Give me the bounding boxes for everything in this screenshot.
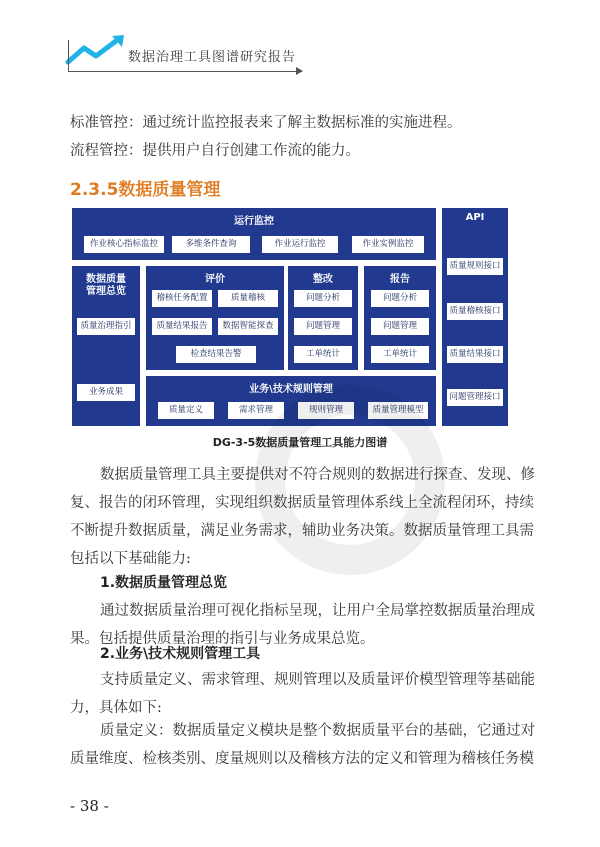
text-line: 力，具体如下: bbox=[70, 700, 162, 716]
header-rule-arrow-icon bbox=[296, 67, 303, 75]
block-run-monitor bbox=[72, 208, 436, 260]
block-title: 业务\技术规则管理 bbox=[249, 384, 333, 395]
page-header bbox=[62, 34, 302, 72]
chip: 多维条件查询 bbox=[172, 236, 250, 253]
header-rule-horizontal bbox=[68, 71, 302, 72]
subheading: 2.业务\技术规则管理工具 bbox=[100, 646, 261, 662]
trend-arrow-icon bbox=[62, 34, 132, 70]
figure-caption: DG-3-5数据质量管理工具能力图谱 bbox=[212, 436, 388, 449]
chip: 检查结果告警 bbox=[176, 346, 256, 363]
block-title: 评价 bbox=[205, 274, 225, 285]
body-paragraph bbox=[70, 461, 535, 573]
chip: 问题管理接口 bbox=[447, 389, 503, 406]
text-line: 数据质量管理工具主要提供对不符合规则的数据进行探查、发现、修 bbox=[100, 467, 535, 483]
text-line: 质量维度、检核类别、度量规则以及稽核方法的定义和管理为稽核任务模 bbox=[70, 751, 534, 767]
chip: 质量稽核 bbox=[218, 290, 278, 307]
chip: 业务成果 bbox=[77, 384, 135, 401]
text-line: 果。包括提供质量治理的指引与业务成果总览。 bbox=[70, 631, 375, 647]
body-paragraph bbox=[70, 666, 535, 722]
intro-line-standard bbox=[70, 109, 530, 137]
body-paragraph bbox=[70, 717, 535, 773]
chip: 质量治理指引 bbox=[77, 318, 135, 335]
chip: 作业核心指标监控 bbox=[84, 236, 164, 253]
block-title: 数据质量 bbox=[86, 274, 126, 285]
block-title: 运行监控 bbox=[234, 216, 274, 227]
block-report bbox=[364, 266, 436, 370]
block-title: 整改 bbox=[313, 274, 333, 285]
chip: 质量管理模型 bbox=[368, 402, 428, 419]
block-title: 报告 bbox=[390, 274, 410, 285]
chip: 质量稽核接口 bbox=[447, 303, 503, 320]
intro-text: 标准管控：通过统计监控报表来了解主数据标准的实施进程。 bbox=[70, 115, 462, 131]
page-number: - 38 - bbox=[70, 797, 109, 815]
chip: 需求管理 bbox=[228, 402, 284, 419]
chip: 问题管理 bbox=[371, 318, 429, 335]
chip: 稽核任务配置 bbox=[152, 290, 212, 307]
intro-text: 流程管控：提供用户自行创建工作流的能力。 bbox=[70, 143, 360, 159]
block-title: 管理总览 bbox=[86, 286, 126, 297]
chip: 作业运行监控 bbox=[262, 236, 338, 253]
chip: 问题分析 bbox=[294, 290, 352, 307]
subheading: 1.数据质量管理总览 bbox=[100, 575, 228, 591]
chip: 质量定义 bbox=[158, 402, 214, 419]
block-title: API bbox=[465, 212, 485, 223]
text-line: 复、报告的闭环管理，实现组织数据质量管理体系线上全流程闭环，持续 bbox=[70, 495, 534, 511]
block-rectify bbox=[288, 266, 358, 370]
intro-line-process bbox=[70, 137, 530, 165]
text-line: 通过数据质量治理可视化指标呈现，让用户全局掌控数据质量治理成 bbox=[100, 603, 535, 619]
text-line: 质量定义：数据质量定义模块是整个数据质量平台的基础，它通过对 bbox=[100, 723, 535, 739]
text-line: 不断提升数据质量，满足业务需求，辅助业务决策。数据质量管理工具需 bbox=[70, 523, 534, 539]
chip: 问题管理 bbox=[294, 318, 352, 335]
block-evaluation bbox=[146, 266, 284, 370]
chip: 工单统计 bbox=[371, 346, 429, 363]
chip: 作业实例监控 bbox=[352, 236, 424, 253]
block-quality-overview bbox=[72, 266, 140, 426]
header-title: 数据治理工具图谱研究报告 bbox=[128, 50, 297, 65]
chip: 工单统计 bbox=[294, 346, 352, 363]
chip: 质量规则接口 bbox=[447, 258, 503, 275]
text-line: 支持质量定义、需求管理、规则管理以及质量评价模型管理等基础能 bbox=[100, 672, 535, 688]
header-rule-vertical bbox=[68, 40, 69, 72]
text-line: 包括以下基础能力: bbox=[70, 551, 191, 567]
chip: 规则管理 bbox=[298, 402, 354, 419]
section-title: 2.3.5数据质量管理 bbox=[70, 180, 221, 200]
chip: 质量结果接口 bbox=[447, 346, 503, 363]
chip: 问题分析 bbox=[371, 290, 429, 307]
chip: 数据智能探查 bbox=[218, 318, 278, 335]
chip: 质量结果报告 bbox=[152, 318, 212, 335]
